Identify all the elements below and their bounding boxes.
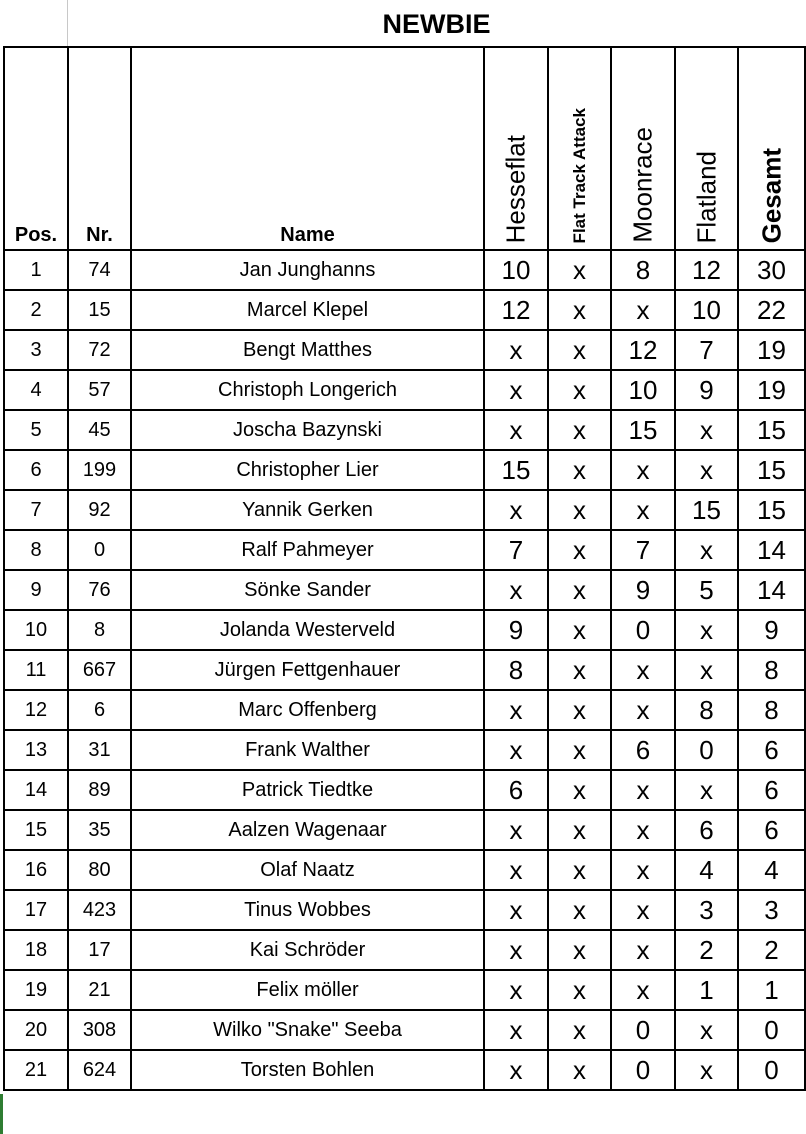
gesamt-cell[interactable]: 0	[738, 1010, 805, 1050]
header-hesseflat-label: Hesseflat	[500, 134, 531, 243]
moonrace-cell[interactable]: 7	[611, 530, 675, 570]
name-cell[interactable]: Felix möller	[131, 970, 484, 1010]
nr-cell[interactable]: 6	[68, 690, 131, 730]
gesamt-cell[interactable]: 3	[738, 890, 805, 930]
flat-track-attack-cell[interactable]: x	[548, 490, 611, 530]
flatland-cell[interactable]: x	[675, 1010, 738, 1050]
name-cell[interactable]: Kai Schröder	[131, 930, 484, 970]
pos-cell[interactable]: 16	[4, 850, 68, 890]
gesamt-cell[interactable]: 6	[738, 770, 805, 810]
standings-table	[3, 46, 806, 1091]
flat-track-attack-cell[interactable]: x	[548, 810, 611, 850]
nr-cell[interactable]: 624	[68, 1050, 131, 1090]
flatland-cell[interactable]: x	[675, 1050, 738, 1090]
nr-cell[interactable]: 92	[68, 490, 131, 530]
moonrace-cell[interactable]: 8	[611, 250, 675, 290]
header-gesamt-label: Gesamt	[756, 147, 786, 243]
gesamt-cell[interactable]: 8	[738, 650, 805, 690]
table-row	[4, 450, 805, 490]
name-cell[interactable]: Marcel Klepel	[131, 290, 484, 330]
nr-cell[interactable]: 0	[68, 530, 131, 570]
flat-track-attack-cell[interactable]: x	[548, 890, 611, 930]
flatland-cell[interactable]: x	[675, 410, 738, 450]
flat-track-attack-cell[interactable]: x	[548, 410, 611, 450]
name-cell[interactable]: Christoph Longerich	[131, 370, 484, 410]
name-cell[interactable]: Wilko "Snake" Seeba	[131, 1010, 484, 1050]
hesseflat-cell[interactable]: 12	[484, 290, 548, 330]
hesseflat-cell[interactable]: 6	[484, 770, 548, 810]
header-moonrace-label: Moonrace	[627, 127, 658, 243]
name-cell[interactable]: Yannik Gerken	[131, 490, 484, 530]
pos-cell[interactable]: 9	[4, 570, 68, 610]
nr-cell[interactable]: 72	[68, 330, 131, 370]
moonrace-cell[interactable]: x	[611, 890, 675, 930]
pos-cell[interactable]: 10	[4, 610, 68, 650]
moonrace-cell[interactable]: 0	[611, 1050, 675, 1090]
header-nr[interactable]: Nr.	[68, 47, 131, 250]
flat-track-attack-cell[interactable]: x	[548, 1050, 611, 1090]
nr-cell[interactable]: 35	[68, 810, 131, 850]
name-cell[interactable]: Jolanda Westerveld	[131, 610, 484, 650]
header-moonrace[interactable]	[611, 47, 675, 250]
gesamt-cell[interactable]: 19	[738, 370, 805, 410]
flat-track-attack-cell[interactable]: x	[548, 770, 611, 810]
table-row	[4, 610, 805, 650]
table-row	[4, 490, 805, 530]
gesamt-cell[interactable]: 19	[738, 330, 805, 370]
standings-body	[4, 250, 805, 1090]
hesseflat-cell[interactable]: x	[484, 890, 548, 930]
pos-cell[interactable]: 14	[4, 770, 68, 810]
name-cell[interactable]: Christopher Lier	[131, 450, 484, 490]
name-cell[interactable]: Jürgen Fettgenhauer	[131, 650, 484, 690]
pos-cell[interactable]: 18	[4, 930, 68, 970]
table-row	[4, 970, 805, 1010]
pos-cell[interactable]: 7	[4, 490, 68, 530]
nr-cell[interactable]: 308	[68, 1010, 131, 1050]
pos-cell[interactable]: 11	[4, 650, 68, 690]
table-row	[4, 930, 805, 970]
table-row	[4, 570, 805, 610]
table-row	[4, 370, 805, 410]
moonrace-cell[interactable]: x	[611, 650, 675, 690]
moonrace-cell[interactable]: x	[611, 490, 675, 530]
flatland-cell[interactable]: 12	[675, 250, 738, 290]
name-cell[interactable]: Frank Walther	[131, 730, 484, 770]
table-row	[4, 330, 805, 370]
pos-cell[interactable]: 6	[4, 450, 68, 490]
nr-cell[interactable]: 74	[68, 250, 131, 290]
header-flatland-label: Flatland	[691, 150, 721, 243]
hesseflat-cell[interactable]: 15	[484, 450, 548, 490]
pos-cell[interactable]: 8	[4, 530, 68, 570]
moonrace-cell[interactable]: 6	[611, 730, 675, 770]
table-row	[4, 530, 805, 570]
nr-cell[interactable]: 89	[68, 770, 131, 810]
moonrace-cell[interactable]: x	[611, 290, 675, 330]
gesamt-cell[interactable]: 9	[738, 610, 805, 650]
header-hesseflat[interactable]	[484, 47, 548, 250]
hesseflat-cell[interactable]: x	[484, 1050, 548, 1090]
table-row	[4, 250, 805, 290]
flatland-cell[interactable]: 5	[675, 570, 738, 610]
header-flat-track-attack[interactable]	[548, 47, 611, 250]
gesamt-cell[interactable]: 30	[738, 250, 805, 290]
flatland-cell[interactable]: 0	[675, 730, 738, 770]
nr-cell[interactable]: 80	[68, 850, 131, 890]
flat-track-attack-cell[interactable]: x	[548, 250, 611, 290]
pos-cell[interactable]: 20	[4, 1010, 68, 1050]
hesseflat-cell[interactable]: 8	[484, 650, 548, 690]
hesseflat-cell[interactable]: x	[484, 570, 548, 610]
flat-track-attack-cell[interactable]: x	[548, 850, 611, 890]
gesamt-cell[interactable]: 1	[738, 970, 805, 1010]
nr-cell[interactable]: 423	[68, 890, 131, 930]
hesseflat-cell[interactable]: x	[484, 850, 548, 890]
gesamt-cell[interactable]: 4	[738, 850, 805, 890]
gesamt-cell[interactable]: 14	[738, 530, 805, 570]
nr-cell[interactable]: 199	[68, 450, 131, 490]
moonrace-cell[interactable]: x	[611, 970, 675, 1010]
flat-track-attack-cell[interactable]: x	[548, 570, 611, 610]
header-flatland[interactable]	[675, 47, 738, 250]
hesseflat-cell[interactable]: 7	[484, 530, 548, 570]
nr-cell[interactable]: 8	[68, 610, 131, 650]
hesseflat-cell[interactable]: x	[484, 810, 548, 850]
pos-cell[interactable]: 19	[4, 970, 68, 1010]
moonrace-cell[interactable]: x	[611, 810, 675, 850]
moonrace-cell[interactable]: 9	[611, 570, 675, 610]
table-row	[4, 1050, 805, 1090]
gesamt-cell[interactable]: 15	[738, 410, 805, 450]
gesamt-cell[interactable]: 22	[738, 290, 805, 330]
title-left-cell[interactable]	[3, 0, 68, 46]
hesseflat-cell[interactable]: 9	[484, 610, 548, 650]
hesseflat-cell[interactable]: x	[484, 730, 548, 770]
flatland-cell[interactable]: 4	[675, 850, 738, 890]
flatland-cell[interactable]: x	[675, 770, 738, 810]
header-row	[4, 47, 805, 250]
moonrace-cell[interactable]: x	[611, 850, 675, 890]
pos-cell[interactable]: 5	[4, 410, 68, 450]
flat-track-attack-cell[interactable]: x	[548, 330, 611, 370]
table-row	[4, 1010, 805, 1050]
header-pos[interactable]: Pos.	[4, 47, 68, 250]
moonrace-cell[interactable]: 0	[611, 1010, 675, 1050]
flatland-cell[interactable]: x	[675, 650, 738, 690]
row-selection-marker	[0, 1094, 3, 1134]
name-cell[interactable]: Aalzen Wagenaar	[131, 810, 484, 850]
gesamt-cell[interactable]: 0	[738, 1050, 805, 1090]
flatland-cell[interactable]: x	[675, 610, 738, 650]
hesseflat-cell[interactable]: x	[484, 330, 548, 370]
table-row	[4, 650, 805, 690]
nr-cell[interactable]: 31	[68, 730, 131, 770]
hesseflat-cell[interactable]: x	[484, 490, 548, 530]
table-row	[4, 410, 805, 450]
gesamt-cell[interactable]: 2	[738, 930, 805, 970]
table-row	[4, 810, 805, 850]
flat-track-attack-cell[interactable]: x	[548, 730, 611, 770]
moonrace-cell[interactable]: 12	[611, 330, 675, 370]
flatland-cell[interactable]: 8	[675, 690, 738, 730]
title-row	[3, 0, 804, 47]
moonrace-cell[interactable]: 0	[611, 610, 675, 650]
flat-track-attack-cell[interactable]: x	[548, 970, 611, 1010]
flat-track-attack-cell[interactable]: x	[548, 1010, 611, 1050]
pos-cell[interactable]: 1	[4, 250, 68, 290]
flatland-cell[interactable]: 7	[675, 330, 738, 370]
flat-track-attack-cell[interactable]: x	[548, 690, 611, 730]
flatland-cell[interactable]: x	[675, 530, 738, 570]
moonrace-cell[interactable]: 10	[611, 370, 675, 410]
table-row	[4, 890, 805, 930]
hesseflat-cell[interactable]: x	[484, 370, 548, 410]
gesamt-cell[interactable]: 14	[738, 570, 805, 610]
pos-cell[interactable]: 21	[4, 1050, 68, 1090]
flatland-cell[interactable]: x	[675, 450, 738, 490]
pos-cell[interactable]: 3	[4, 330, 68, 370]
flat-track-attack-cell[interactable]: x	[548, 930, 611, 970]
name-cell[interactable]: Tinus Wobbes	[131, 890, 484, 930]
flatland-cell[interactable]: 2	[675, 930, 738, 970]
pos-cell[interactable]: 4	[4, 370, 68, 410]
name-cell[interactable]: Bengt Matthes	[131, 330, 484, 370]
sheet-title[interactable]: NEWBIE	[382, 9, 491, 39]
flatland-cell[interactable]: 9	[675, 370, 738, 410]
table-row	[4, 290, 805, 330]
flatland-cell[interactable]: 15	[675, 490, 738, 530]
flat-track-attack-cell[interactable]: x	[548, 450, 611, 490]
moonrace-cell[interactable]: x	[611, 690, 675, 730]
nr-cell[interactable]: 45	[68, 410, 131, 450]
flat-track-attack-cell[interactable]: x	[548, 610, 611, 650]
name-cell[interactable]: Joscha Bazynski	[131, 410, 484, 450]
pos-cell[interactable]: 15	[4, 810, 68, 850]
nr-cell[interactable]: 76	[68, 570, 131, 610]
gesamt-cell[interactable]: 15	[738, 490, 805, 530]
name-cell[interactable]: Marc Offenberg	[131, 690, 484, 730]
nr-cell[interactable]: 15	[68, 290, 131, 330]
nr-cell[interactable]: 21	[68, 970, 131, 1010]
pos-cell[interactable]: 12	[4, 690, 68, 730]
hesseflat-cell[interactable]: 10	[484, 250, 548, 290]
name-cell[interactable]: Torsten Bohlen	[131, 1050, 484, 1090]
name-cell[interactable]: Jan Junghanns	[131, 250, 484, 290]
flat-track-attack-cell[interactable]: x	[548, 650, 611, 690]
name-cell[interactable]: Ralf Pahmeyer	[131, 530, 484, 570]
table-row	[4, 730, 805, 770]
flat-track-attack-cell[interactable]: x	[548, 530, 611, 570]
pos-cell[interactable]: 2	[4, 290, 68, 330]
flat-track-attack-cell[interactable]: x	[548, 290, 611, 330]
flatland-cell[interactable]: 6	[675, 810, 738, 850]
hesseflat-cell[interactable]: x	[484, 930, 548, 970]
table-row	[4, 690, 805, 730]
name-cell[interactable]: Olaf Naatz	[131, 850, 484, 890]
header-gesamt[interactable]	[738, 47, 805, 250]
pos-cell[interactable]: 17	[4, 890, 68, 930]
gesamt-cell[interactable]: 15	[738, 450, 805, 490]
moonrace-cell[interactable]: x	[611, 930, 675, 970]
table-row	[4, 850, 805, 890]
flatland-cell[interactable]: 10	[675, 290, 738, 330]
moonrace-cell[interactable]: x	[611, 450, 675, 490]
pos-cell[interactable]: 13	[4, 730, 68, 770]
gesamt-cell[interactable]: 8	[738, 690, 805, 730]
gesamt-cell[interactable]: 6	[738, 730, 805, 770]
moonrace-cell[interactable]: 15	[611, 410, 675, 450]
hesseflat-cell[interactable]: x	[484, 690, 548, 730]
nr-cell[interactable]: 57	[68, 370, 131, 410]
hesseflat-cell[interactable]: x	[484, 1010, 548, 1050]
hesseflat-cell[interactable]: x	[484, 410, 548, 450]
header-name[interactable]: Name	[131, 47, 484, 250]
name-cell[interactable]: Sönke Sander	[131, 570, 484, 610]
flatland-cell[interactable]: 3	[675, 890, 738, 930]
flatland-cell[interactable]: 1	[675, 970, 738, 1010]
nr-cell[interactable]: 17	[68, 930, 131, 970]
name-cell[interactable]: Patrick Tiedtke	[131, 770, 484, 810]
gesamt-cell[interactable]: 6	[738, 810, 805, 850]
table-row	[4, 770, 805, 810]
moonrace-cell[interactable]: x	[611, 770, 675, 810]
hesseflat-cell[interactable]: x	[484, 970, 548, 1010]
flat-track-attack-cell[interactable]: x	[548, 370, 611, 410]
header-flat-track-attack-label: Flat Track Attack	[569, 107, 589, 243]
nr-cell[interactable]: 667	[68, 650, 131, 690]
